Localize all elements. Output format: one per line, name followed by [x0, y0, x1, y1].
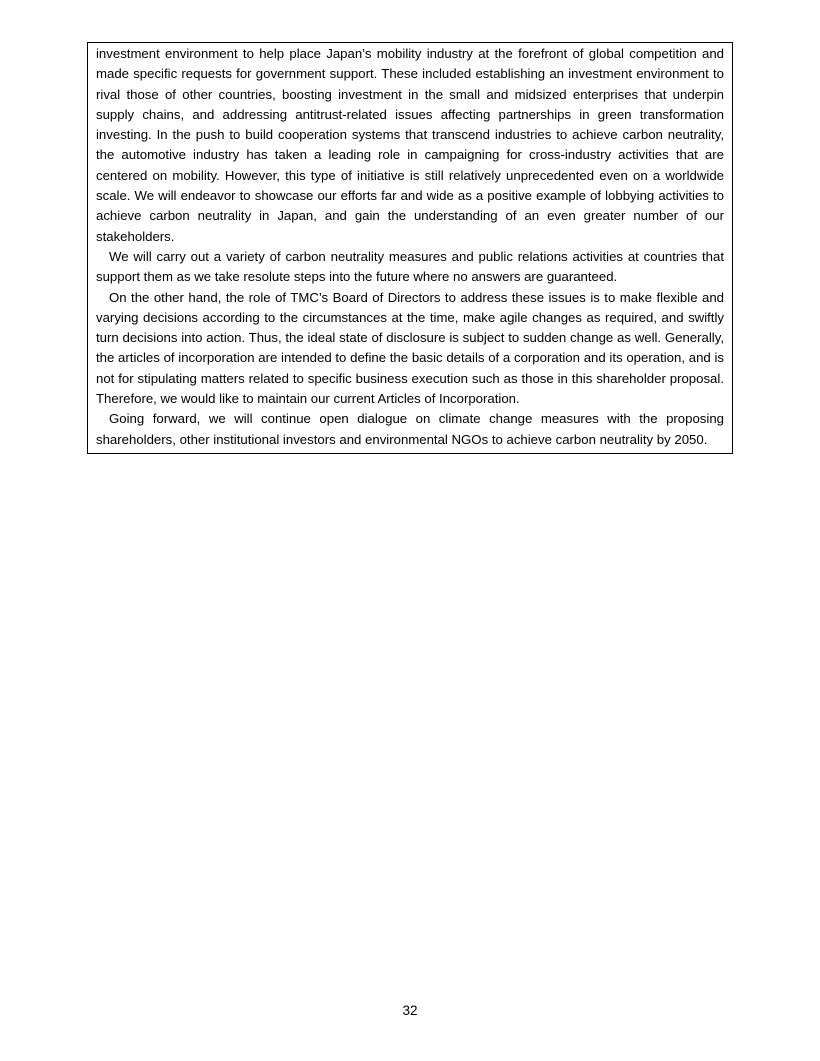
page-number: 32	[402, 1003, 418, 1018]
paragraph-board-of-directors: On the other hand, the role of TMC’s Board of Directors to address these issues is to make flexible and varying decisions according to the circumstances at the time, make agile changes as required, and swiftly turn decisions into action. Thus, the ideal state of disclosure is subject to sudden change as well. Generally, the articles of incorporation are intended to define the basic details of a corporation and its operation, and is not for stipulating matters related to specific business execution such as those in this shareholder proposal. Therefore, we would like to maintain our current Articles of Incorporation.	[96, 289, 724, 407]
paragraph-public-relations: We will carry out a variety of carbon neutrality measures and public relations activities at countries that support them as we take resolute steps into the future where no answers are guaranteed.	[96, 248, 724, 285]
paragraph-going-forward: Going forward, we will continue open dialogue on climate change measures with the proposing shareholders, other institutional investors and environmental NGOs to achieve carbon neutrality by 2050.	[96, 411, 724, 447]
bordered-text-box	[87, 42, 733, 454]
paragraph-continuation: investment environment to help place Japan’s mobility industry at the forefront of global competition and made specific requests for government support. These included establishing an investment environment to rival those of other countries, boosting investment in the small and midsized enterprises that underpin supply chains, and addressing antitrust-related issues affecting partnerships in green transformation investing. In the push to build cooperation systems that transcend industries to achieve carbon neutrality, the automotive industry has taken a leading role in campaigning for cross-industry activities that are centered on mobility. However, this type of initiative is still relatively unprecedented even on a worldwide scale. We will endeavor to showcase our efforts far and wide as a positive example of lobbying activities to achieve carbon neutrality in Japan, and gain the understanding of an even greater number of our stakeholders.	[96, 46, 724, 244]
